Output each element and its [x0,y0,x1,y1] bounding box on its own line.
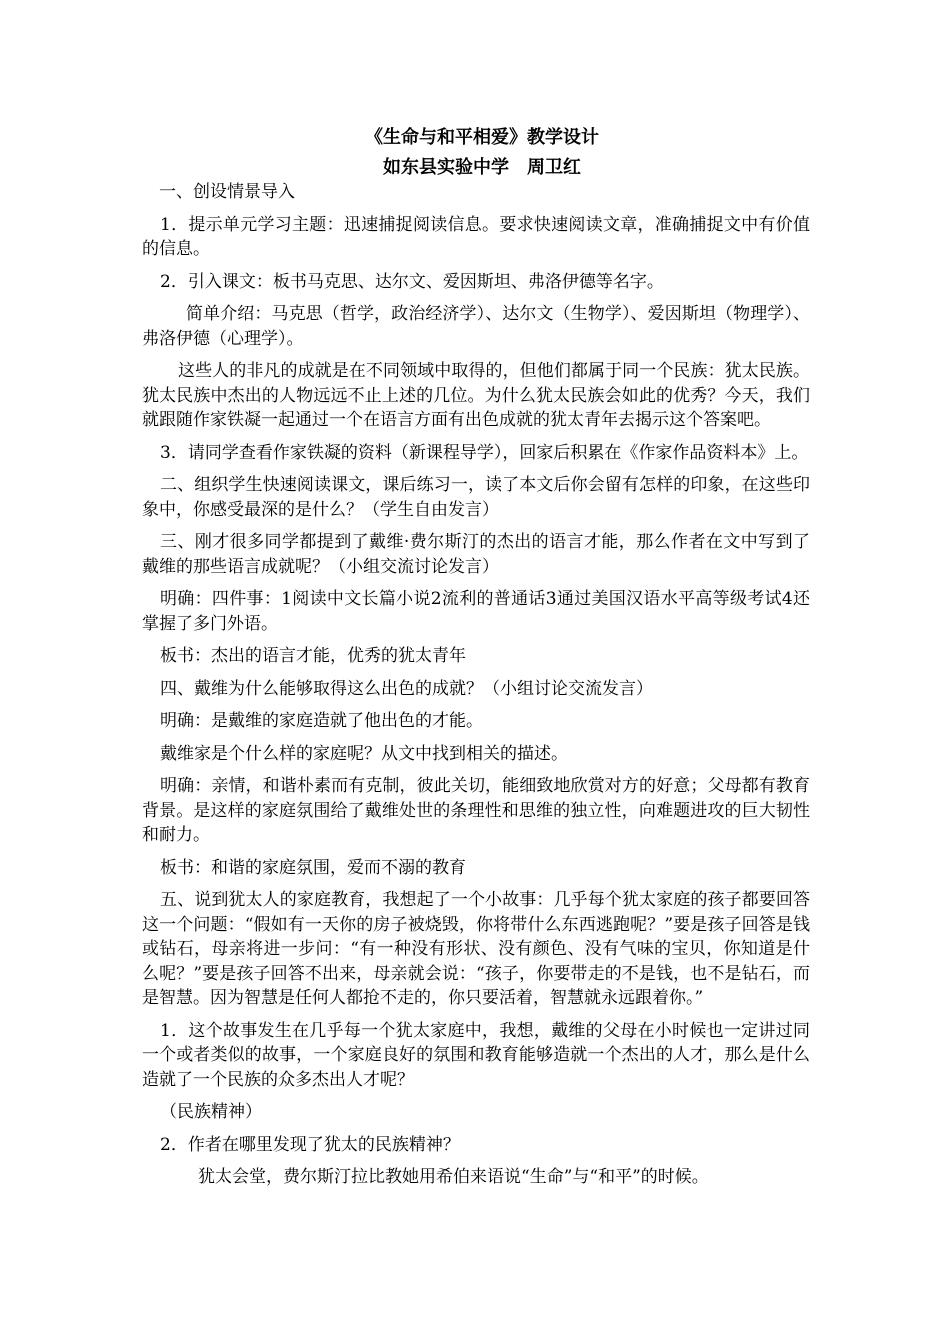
paragraph: 明确：亲情，和谐朴素而有克制，彼此关切，能细致地欣赏对方的好意；父母都有教育背景。是这样的家庭氛围给了戴维处世的条理性和思维的独立性，向难题进攻的巨大韧性和耐力。 [142,776,810,845]
document-title: 《生命与和平相爱》教学设计 [365,127,599,148]
section-heading-2: 二、组织学生快速阅读课文，课后练习一，读了本文后你会留有怎样的印象，在这些印象中，你感受最深的是什么？（学生自由发言） [142,475,810,520]
paragraph: 犹太会堂，费尔斯汀拉比教她用希伯来语说“生命”与“和平”的时候。 [198,1167,709,1187]
section-heading-1: 一、创设情景导入 [159,182,295,202]
section-heading-4: 四、戴维为什么能够取得这么出色的成就？（小组讨论交流发言） [160,678,653,699]
paragraph: 2．引入课文：板书马克思、达尔文、爱因斯坦、弗洛伊德等名字。 [160,271,664,292]
paragraph: 戴维家是个什么样的家庭呢？从文中找到相关的描述。 [160,743,568,764]
board-note: 板书：和谐的家庭氛围，爱而不溺的教育 [160,857,466,878]
paragraph: 1．提示单元学习主题：迅速捕捉阅读信息。要求快速阅读文章，准确捕捉文中有价值的信息。 [142,214,810,259]
paragraph: 2．作者在哪里发现了犹太的民族精神？ [160,1134,460,1155]
paragraph: 1．这个故事发生在几乎每一个犹太家庭中，我想，戴维的父母在小时候也一定讲过同一个或者类似的故事，一个家庭良好的氛围和教育能够造就一个杰出的人才，那么是什么造就了一个民族的众多杰出人才呢？ [142,1020,810,1090]
paragraph: 明确：四件事：1阅读中文长篇小说2流利的普通话3通过美国汉语水平高等级考试4还掌握了多门外语。 [142,589,810,634]
document-author: 如东县实验中学 周卫红 [383,157,581,178]
paragraph: （民族精神） [160,1102,262,1122]
board-note: 板书：杰出的语言才能，优秀的犹太青年 [160,646,466,666]
paragraph: 这些人的非凡的成就是在不同领域中取得的，但他们都属于同一个民族：犹太民族。犹太民族中杰出的人物远远不止上述的几位。为什么犹太民族会如此的优秀？今天，我们就跟随作家铁凝一起通过一个在语言方面有出色成就的犹太青年去揭示这个答案吧。 [142,361,810,430]
paragraph: 3．请同学查看作家铁凝的资料（新课程导学），回家后积累在《作家作品资料本》上。 [160,442,809,463]
section-heading-5: 五、说到犹太人的家庭教育，我想起了一个小故事：几乎每个犹太家庭的孩子都要回答这一个问题：“假如有一天你的房子被烧毁，你将带什么东西逃跑呢？”要是孩子回答是钱或钻石，母亲将进一步问：“有一种没有形状、没有颜色、没有气味的宝贝，你知道是什么呢？”要是孩子回答不出来，母亲就会说：“孩子，你要带走的不是钱，也不是钻石，而是智慧。因为智慧是任何人都抢不走的，你只要活着，智慧就永远跟着你。” [142,890,810,1008]
paragraph: 简单介绍：马克思（哲学，政治经济学）、达尔文（生物学）、爱因斯坦（物理学）、弗洛伊德（心理学）。 [142,304,810,349]
section-heading-3: 三、刚才很多同学都提到了戴维·费尔斯汀的杰出的语言才能，那么作者在文中写到了戴维的那些语言成就呢？（小组交流讨论发言） [142,532,810,577]
paragraph: 明确：是戴维的家庭造就了他出色的才能。 [160,711,483,731]
document-body [142,180,810,1198]
